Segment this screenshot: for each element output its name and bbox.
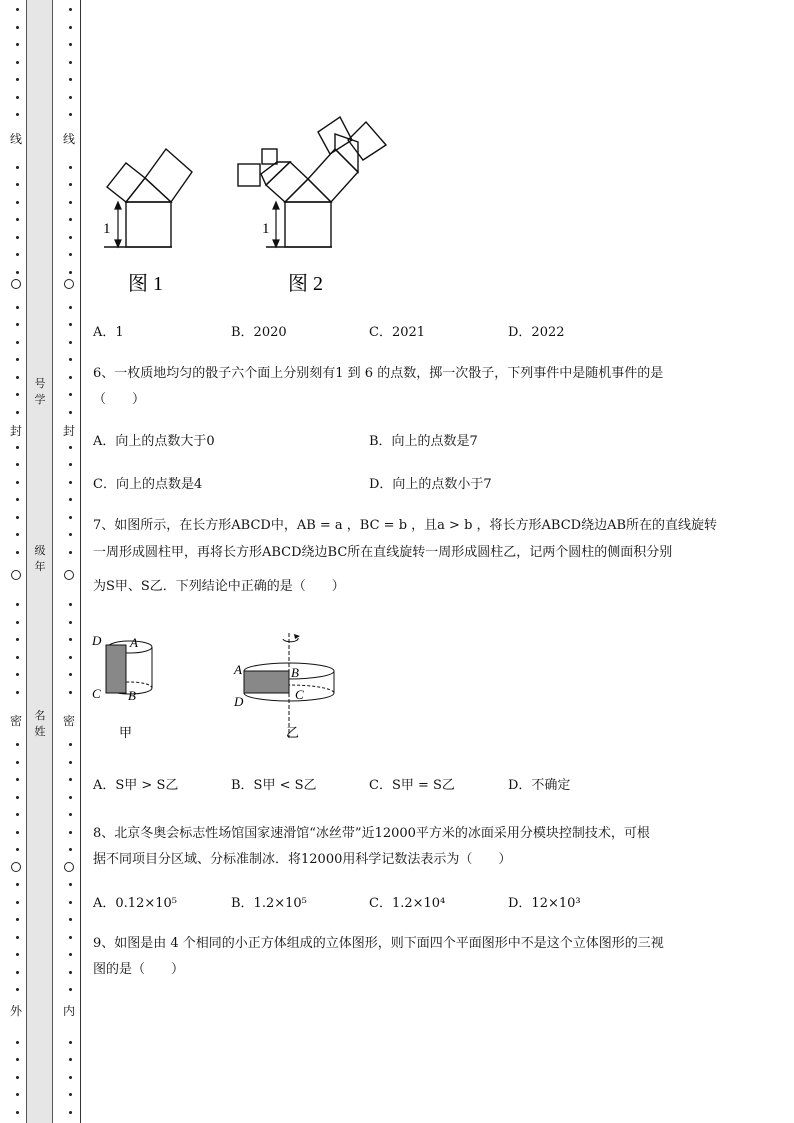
q7-option-c[interactable]: C．S甲 = S乙	[369, 778, 455, 793]
binding-dot	[16, 656, 19, 659]
binding-dot	[16, 778, 19, 781]
binding-dot	[16, 988, 19, 991]
pythagoras-tree-figures	[90, 112, 400, 302]
binding-dot	[16, 271, 19, 274]
jia-label-d: D	[92, 633, 102, 648]
binding-dot	[69, 603, 72, 606]
q6-option-d[interactable]: D．向上的点数小于7	[369, 477, 492, 492]
binding-dot	[69, 358, 72, 361]
binding-dot	[69, 463, 72, 466]
binding-dot	[16, 953, 19, 956]
binding-dot	[69, 96, 72, 99]
margin-circle	[64, 862, 74, 872]
binding-dot	[16, 446, 19, 449]
binding-dot	[16, 1076, 19, 1079]
binding-dot	[69, 533, 72, 536]
binding-dot	[69, 78, 72, 81]
binding-dot	[69, 446, 72, 449]
cylinder-figures	[88, 628, 358, 748]
field-student-number: 号 学	[34, 377, 46, 406]
binding-dot	[16, 691, 19, 694]
binding-dot	[16, 621, 19, 624]
binding-dot	[16, 236, 19, 239]
yi-label-c: C	[295, 687, 304, 702]
binding-dot	[16, 323, 19, 326]
margin-marker-feng-left: 封	[9, 424, 22, 438]
binding-dot	[69, 901, 72, 904]
binding-dot	[16, 376, 19, 379]
q6-option-a[interactable]: A．向上的点数大于0	[93, 434, 215, 449]
binding-dot	[69, 971, 72, 974]
binding-dot	[16, 463, 19, 466]
binding-dot	[69, 376, 72, 379]
q9-stem-line1: 9、如图是由 4 个相同的小正方体组成的立体图形，则下面四个平面图形中不是这个立体图形的三视	[93, 936, 664, 951]
binding-dot	[69, 953, 72, 956]
q6-option-c[interactable]: C．向上的点数是4	[93, 477, 203, 492]
binding-dot	[69, 638, 72, 641]
binding-dot	[16, 1093, 19, 1096]
yi-label-b: B	[291, 665, 299, 680]
binding-dot	[69, 691, 72, 694]
q7-stem-line1: 7、如图所示，在长方形ABCD中，AB = a ，BC = b ，且a > b ，将长方形ABCD绕边AB所在的直线旋转	[93, 518, 718, 533]
q5-option-d[interactable]: D．2022	[508, 325, 565, 340]
fig1-side-label: 1	[103, 221, 111, 237]
jia-label-a: A	[130, 635, 138, 650]
binding-dot	[69, 411, 72, 414]
q8-option-b[interactable]: B．1.2×10⁵	[231, 896, 307, 911]
q6-option-b[interactable]: B．向上的点数是7	[369, 434, 478, 449]
binding-dot	[16, 603, 19, 606]
binding-dot	[16, 61, 19, 64]
q8-stem-line1: 8、北京冬奥会标志性场馆国家速滑馆“冰丝带”近12000平方米的冰面采用分模块控制技术，可根	[93, 826, 650, 841]
binding-dot	[69, 201, 72, 204]
q6-stem-line1: 6、一枚质地均匀的骰子六个面上分别刻有1 到 6 的点数，掷一次骰子，下列事件中是随机事件的是	[93, 366, 664, 381]
q5-option-c[interactable]: C．2021	[369, 325, 426, 340]
margin-circle	[64, 279, 74, 289]
binding-dot	[16, 551, 19, 554]
binding-dot	[16, 26, 19, 29]
binding-dot	[16, 831, 19, 834]
margin-marker-mi-right: 密	[62, 714, 75, 728]
binding-dot	[69, 743, 72, 746]
binding-dot	[69, 551, 72, 554]
binding-dot	[16, 516, 19, 519]
binding-dot	[16, 533, 19, 536]
binding-dot	[16, 638, 19, 641]
binding-dot	[16, 848, 19, 851]
binding-dot	[69, 673, 72, 676]
binding-dot	[16, 498, 19, 501]
q8-stem-line2: 据不同项目分区域、分标准制冰．将12000用科学记数法表示为（ ）	[93, 852, 512, 867]
binding-dot	[69, 341, 72, 344]
binding-dot	[69, 306, 72, 309]
binding-dot	[69, 236, 72, 239]
binding-dot	[69, 1058, 72, 1061]
binding-dot	[69, 796, 72, 799]
binding-dot	[69, 883, 72, 886]
binding-dot	[16, 481, 19, 484]
margin-marker-feng-right: 封	[62, 424, 75, 438]
margin-circle	[64, 570, 74, 580]
binding-dot	[69, 271, 72, 274]
q8-option-a[interactable]: A．0.12×10⁵	[93, 896, 177, 911]
binding-dot	[16, 936, 19, 939]
binding-dot	[69, 988, 72, 991]
margin-marker-mi-left: 密	[9, 714, 22, 728]
binding-dot	[69, 936, 72, 939]
jia-label-b: B	[128, 688, 136, 703]
q7-option-d[interactable]: D．不确定	[508, 778, 571, 793]
yi-caption: 乙	[286, 725, 300, 740]
q8-option-d[interactable]: D．12×10³	[508, 896, 581, 911]
fig2-side-label: 1	[262, 221, 270, 237]
binding-dot	[16, 971, 19, 974]
binding-dot	[16, 8, 19, 11]
binding-dot	[69, 1111, 72, 1114]
margin-marker-xian-right: 线	[62, 132, 75, 146]
binding-dot	[69, 393, 72, 396]
binding-dot	[69, 848, 72, 851]
binding-dot	[69, 813, 72, 816]
yi-label-d: D	[234, 694, 244, 709]
binding-dot	[69, 1041, 72, 1044]
fig2-caption: 图 2	[288, 273, 323, 295]
binding-dot	[16, 218, 19, 221]
binding-dot	[16, 411, 19, 414]
binding-dot	[16, 393, 19, 396]
binding-dot	[69, 113, 72, 116]
binding-dot	[69, 1076, 72, 1079]
margin-circle	[11, 862, 21, 872]
q6-stem-line2: （ ）	[93, 392, 146, 407]
q7-option-b[interactable]: B．S甲 < S乙	[231, 778, 317, 793]
binding-dot	[69, 61, 72, 64]
binding-dot	[16, 883, 19, 886]
yi-label-a: A	[234, 662, 242, 677]
fig1-caption: 图 1	[128, 273, 163, 295]
margin-marker-nei-right: 内	[62, 1004, 75, 1018]
binding-dot	[16, 1041, 19, 1044]
binding-dot	[16, 253, 19, 256]
binding-dot	[69, 166, 72, 169]
binding-dot	[69, 183, 72, 186]
binding-dot	[16, 96, 19, 99]
binding-dot	[16, 166, 19, 169]
q7-option-a[interactable]: A．S甲 > S乙	[93, 778, 179, 793]
binding-dot	[16, 183, 19, 186]
q7-stem-line3: 为S甲、S乙．下列结论中正确的是（ ）	[93, 579, 345, 594]
binding-dot	[16, 743, 19, 746]
field-name: 名 姓	[34, 709, 46, 738]
binding-dot	[16, 306, 19, 309]
margin-circle	[11, 570, 21, 580]
binding-dot	[69, 253, 72, 256]
binding-dot	[69, 761, 72, 764]
margin-circle	[11, 279, 21, 289]
binding-dot	[16, 918, 19, 921]
binding-dot	[69, 8, 72, 11]
q5-option-a[interactable]: A．1	[93, 325, 124, 340]
q5-option-b[interactable]: B．2020	[231, 325, 287, 340]
binding-dot	[69, 218, 72, 221]
jia-caption: 甲	[119, 725, 133, 740]
binding-dot	[69, 831, 72, 834]
field-grade: 级 年	[34, 544, 46, 573]
q7-stem-line2: 一周形成圆柱甲，再将长方形ABCD绕边BC所在直线旋转一周形成圆柱乙，记两个圆柱的侧面积分别	[93, 545, 673, 560]
binding-dot	[69, 778, 72, 781]
binding-dot	[69, 621, 72, 624]
binding-dot	[16, 341, 19, 344]
binding-dot	[69, 656, 72, 659]
binding-dot	[69, 918, 72, 921]
binding-dot	[16, 358, 19, 361]
binding-dot	[16, 113, 19, 116]
margin-marker-wai-left: 外	[9, 1004, 22, 1018]
binding-dot	[16, 796, 19, 799]
binding-dot	[69, 516, 72, 519]
q8-option-c[interactable]: C．1.2×10⁴	[369, 896, 446, 911]
binding-dot	[16, 78, 19, 81]
margin-marker-xian-left: 线	[9, 132, 22, 146]
binding-dot	[69, 1093, 72, 1096]
binding-dot	[69, 43, 72, 46]
binding-dot	[16, 201, 19, 204]
binding-dot	[16, 673, 19, 676]
binding-dot	[16, 761, 19, 764]
jia-label-c: C	[92, 686, 101, 701]
binding-dot	[16, 1058, 19, 1061]
q9-stem-line2: 图的是（ ）	[93, 962, 185, 977]
binding-line	[80, 0, 81, 1123]
binding-dot	[69, 323, 72, 326]
binding-dot	[69, 26, 72, 29]
fig1-base-square	[126, 202, 171, 247]
binding-dot	[16, 1111, 19, 1114]
binding-dot	[16, 43, 19, 46]
binding-dot	[69, 481, 72, 484]
binding-dot	[16, 813, 19, 816]
binding-dot	[16, 901, 19, 904]
binding-dot	[69, 498, 72, 501]
